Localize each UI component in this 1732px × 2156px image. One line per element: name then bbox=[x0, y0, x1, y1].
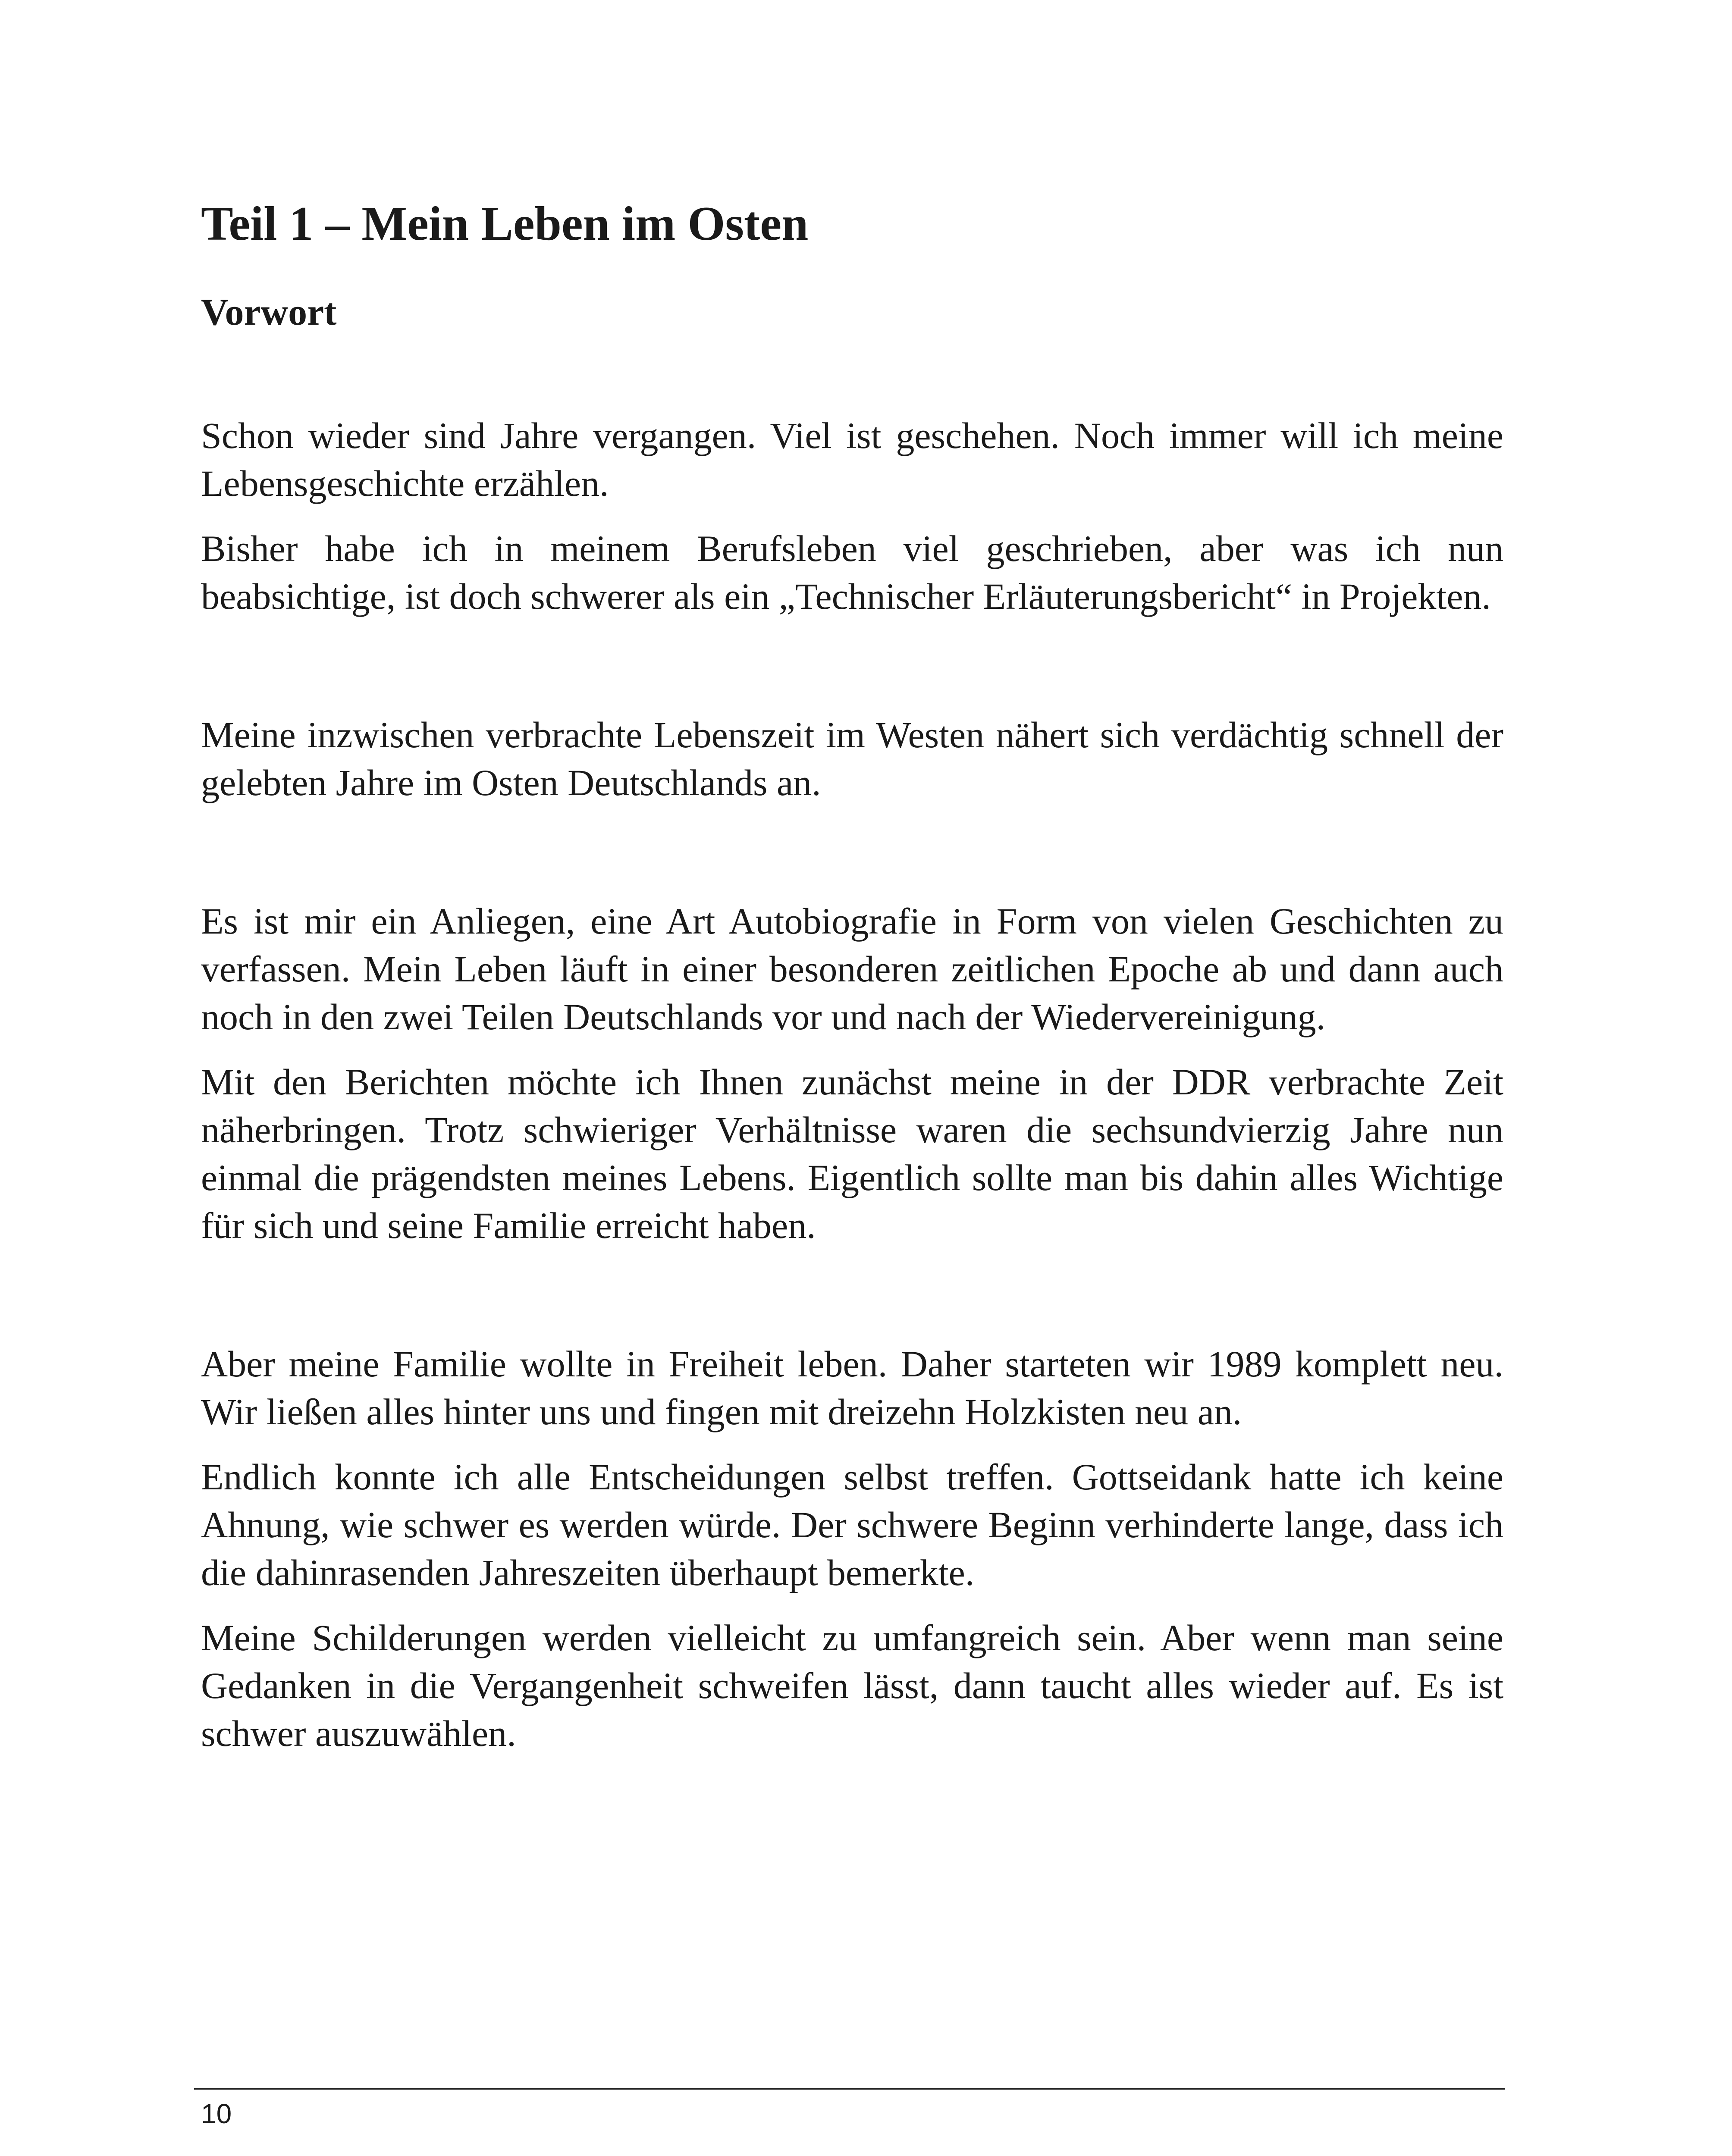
paragraph-6: Aber meine Familie wollte in Freiheit leben. Daher starteten wir 1989 komplett neu. Wir ließen alles hinter uns und fingen mit dreizehn Holzkisten neu an. bbox=[201, 1343, 1503, 1433]
page-number: 10 bbox=[201, 2098, 232, 2129]
paragraph-3: Meine inzwischen verbrachte Lebenszeit im Westen nähert sich verdächtig schnell der gelebten Jahre im Osten Deutschlands an. bbox=[201, 714, 1503, 804]
paragraph-2: Bisher habe ich in meinem Berufsleben viel geschrieben, aber was ich nun beabsichtige, ist doch schwerer als ein „Technischer Erläuterungsbericht“ in Projekten. bbox=[201, 528, 1503, 617]
paragraph-5: Mit den Berichten möchte ich Ihnen zunächst meine in der DDR verbrachte Zeit näherbringen. Trotz schwieriger Verhältnisse waren die sechsundvierzig Jahre nun einmal die prägendsten meines Lebens. Eigentlich sollte man bis dahin alles Wichtige für sich und seine Familie erreicht haben. bbox=[201, 1061, 1503, 1247]
section-heading: Vorwort bbox=[201, 291, 337, 333]
paragraph-1: Schon wieder sind Jahre vergangen. Viel ist geschehen. Noch immer will ich meine Lebensgeschichte erzählen. bbox=[201, 415, 1503, 505]
paragraph-7: Endlich konnte ich alle Entscheidungen selbst treffen. Gottseidank hatte ich keine Ahnung, wie schwer es werden würde. Der schwere Beginn verhinderte lange, dass ich die dahinrasenden Jahreszeiten überhaupt bemerkte. bbox=[201, 1456, 1503, 1594]
chapter-title: Teil 1 – Mein Leben im Osten bbox=[201, 197, 809, 251]
paragraph-8: Meine Schilderungen werden vielleicht zu umfangreich sein. Aber wenn man seine Gedanken in die Vergangenheit schweifen lässt, dann taucht alles wieder auf. Es ist schwer auszuwählen. bbox=[201, 1617, 1503, 1755]
paragraph-4: Es ist mir ein Anliegen, eine Art Autobiografie in Form von vielen Geschichten zu verfassen. Mein Leben läuft in einer besonderen zeitlichen Epoche ab und dann auch noch in den zwei Teilen Deutschlands vor und nach der Wiedervereinigung. bbox=[201, 900, 1503, 1038]
page-content bbox=[201, 196, 1503, 1758]
footer-divider bbox=[194, 2088, 1505, 2090]
